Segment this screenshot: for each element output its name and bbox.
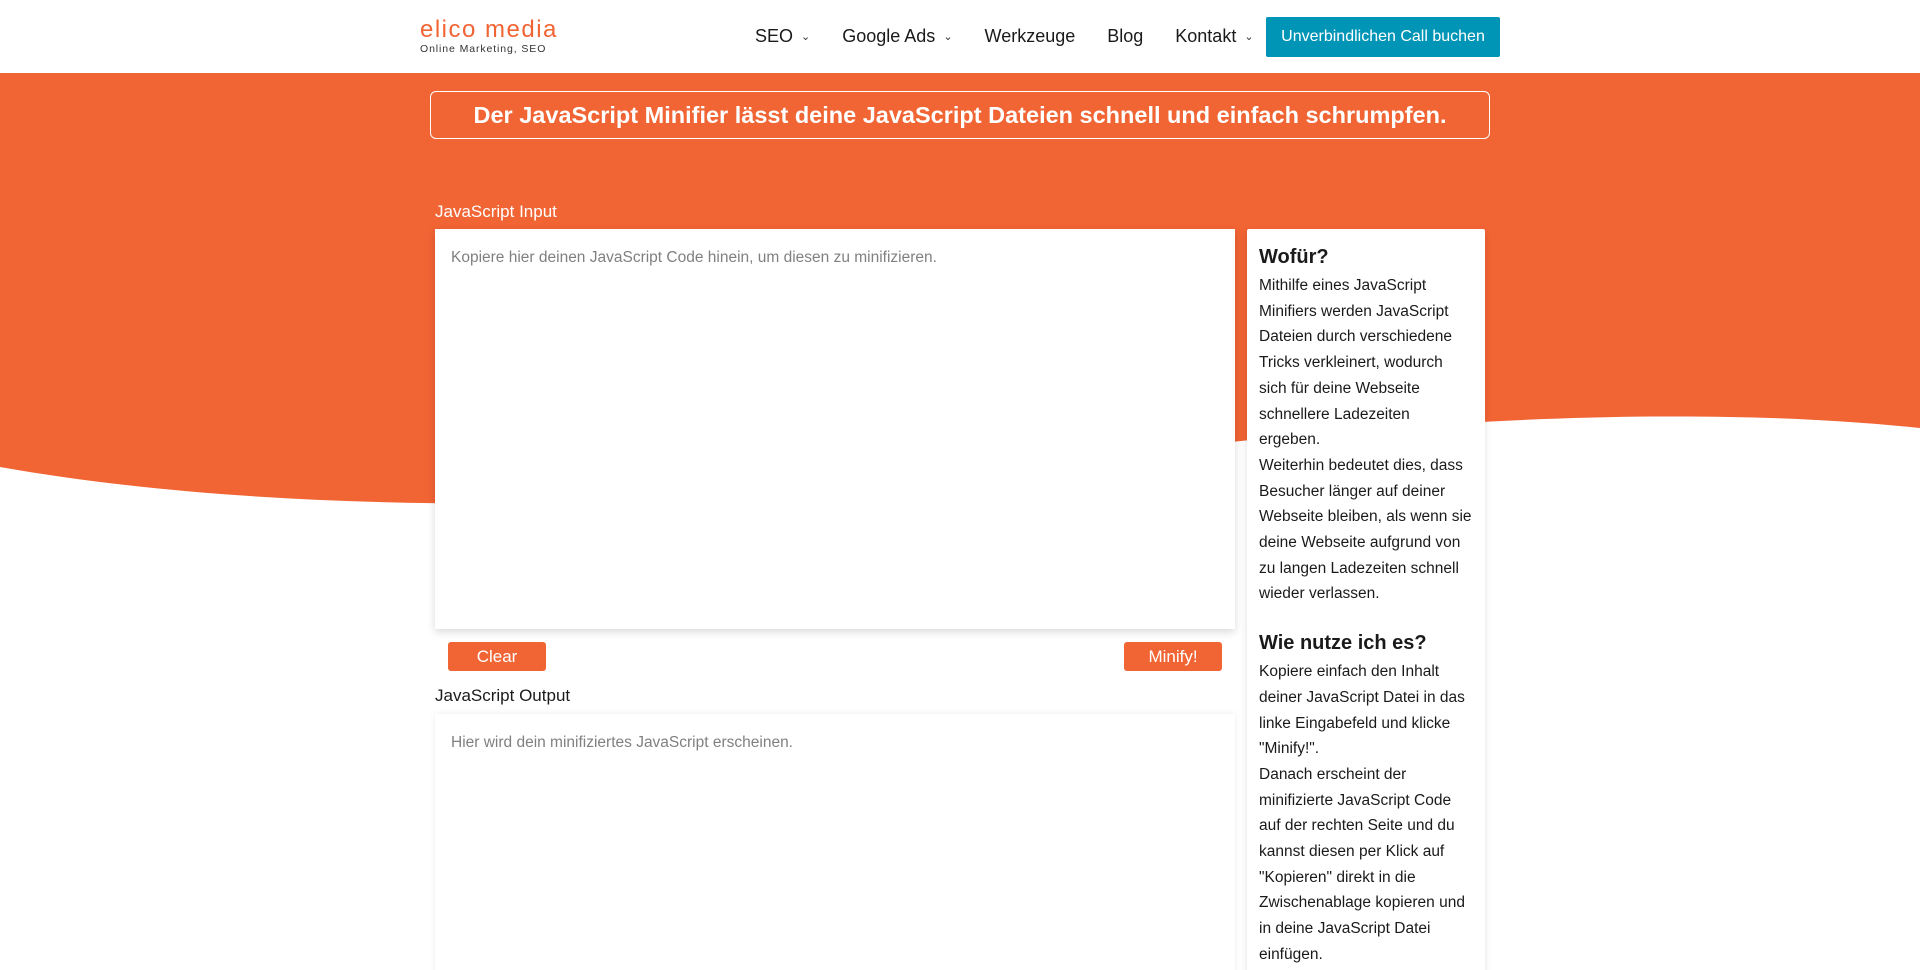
info-paragraph: Danach erscheint der minifizierte JavaScript Code auf der rechten Seite und du kannst diesen per Klick auf "Kopieren" direkt in die Zwischenablage kopieren und in deine JavaScript Datei einfügen.: [1259, 765, 1465, 963]
logo-name: elico media: [420, 16, 558, 43]
nav-item-label: Werkzeuge: [984, 26, 1076, 46]
nav-item-google-ads[interactable]: [842, 0, 952, 73]
clear-button[interactable]: Clear: [448, 642, 546, 671]
nav-item-blog[interactable]: [1107, 0, 1143, 73]
site-header: [0, 0, 1920, 73]
nav-item-seo[interactable]: [755, 0, 810, 73]
javascript-output-label: JavaScript Output: [435, 686, 571, 705]
info-panel: [1247, 229, 1485, 970]
chevron-down-icon: ⌄: [943, 31, 953, 43]
nav-item-werkzeuge[interactable]: [985, 0, 1076, 73]
minify-button[interactable]: Minify!: [1124, 642, 1222, 671]
logo[interactable]: [420, 18, 558, 55]
nav-item-label: Google Ads: [842, 26, 936, 46]
info-title-wofuer: Wofür?: [1259, 246, 1329, 268]
chevron-down-icon: ⌄: [1244, 31, 1254, 43]
nav-item-label: Kontakt: [1175, 26, 1237, 46]
info-title-usage: Wie nutze ich es?: [1259, 632, 1427, 655]
info-paragraph: Mithilfe eines JavaScript Minifiers werden JavaScript Dateien durch verschiedene Tricks verkleinert, wodurch sich für deine Webseite schnellere Ladezeiten ergeben.: [1259, 277, 1453, 449]
page-banner: Der JavaScript Minifier lässt deine JavaScript Dateien schnell und einfach schrumpfen.: [430, 91, 1490, 139]
nav-item-label: Blog: [1107, 26, 1144, 46]
info-paragraph: Kopiere einfach den Inhalt deiner JavaScript Datei in das linke Eingabefeld und klicke "Minify!".: [1259, 663, 1465, 758]
nav-item-kontakt[interactable]: [1175, 0, 1253, 73]
info-paragraph: Weiterhin bedeutet dies, dass Besucher länger auf deiner Webseite bleiben, als wenn sie deine Webseite aufgrund von zu langen Ladezeiten schnell wieder verlassen.: [1259, 456, 1472, 603]
nav-item-label: SEO: [755, 26, 794, 46]
javascript-output-field[interactable]: [435, 714, 1235, 970]
main-nav: [755, 0, 1286, 73]
javascript-input-label: JavaScript Input: [435, 202, 557, 221]
chevron-down-icon: ⌄: [801, 31, 811, 43]
logo-tagline: Online Marketing, SEO: [420, 43, 547, 55]
javascript-input-field[interactable]: [435, 229, 1235, 629]
book-call-button[interactable]: Unverbindlichen Call buchen: [1266, 17, 1500, 57]
spacer: [1259, 607, 1473, 631]
